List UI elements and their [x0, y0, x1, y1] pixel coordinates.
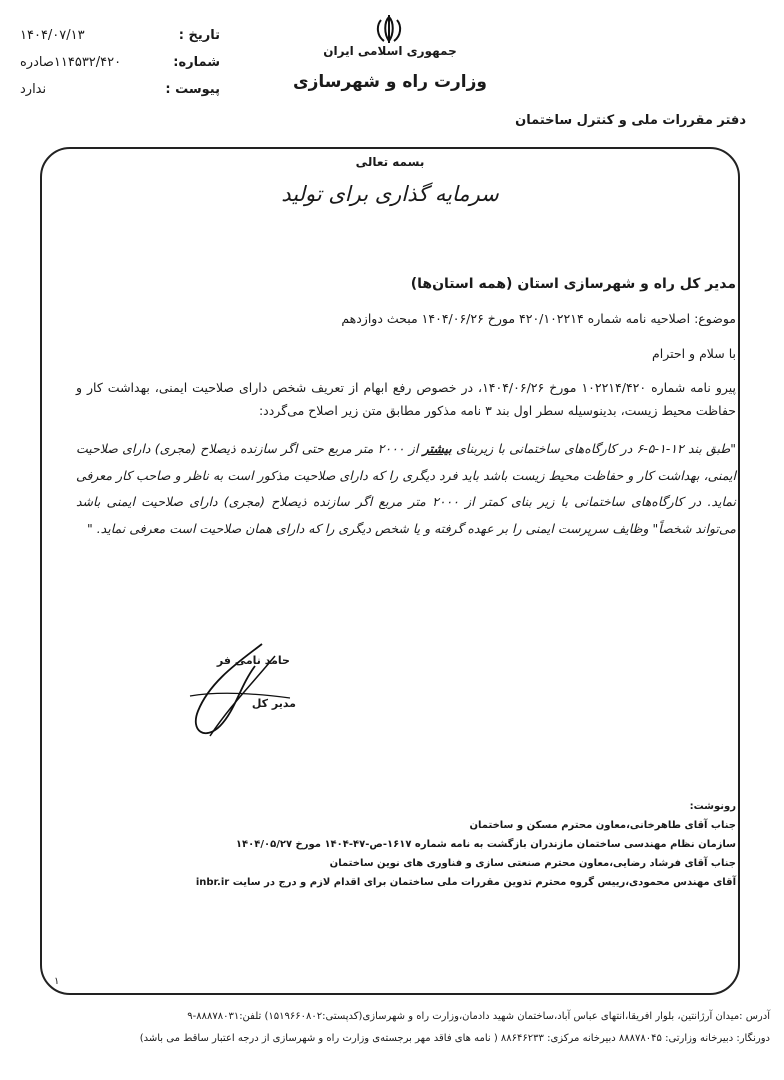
- greeting: با سلام و احترام: [652, 346, 736, 361]
- cc-line: آقای مهندس محمودی،رییس گروه محترم تدوین مقررات ملی ساختمان برای اقدام لازم و درج در سایت inbr.ir: [195, 877, 736, 888]
- footer-fax: دورنگار: دبیرخانه وزارتی: ۸۸۸۷۸۰۴۵ دبیرخانه مرکزی: ۸۸۶۴۶۲۳۳ ( نامه های فاقد مهر برجسته‌ی وزارت راه و شهرسازی از درجه اعتبار ساقط می باشد): [139, 1033, 770, 1044]
- quoted-clause: [76, 436, 736, 542]
- cc-line: جناب آقای طاهرخانی،معاون محترم مسکن و ساختمان: [469, 820, 736, 831]
- cc-line: جناب آقای فرشاد رضایی،معاون محترم صنعتی سازی و فناوری های نوین ساختمان: [329, 858, 736, 869]
- emblem-icon: [372, 14, 406, 48]
- subject-line: موضوع: اصلاحیه نامه شماره ۴۲۰/۱۰۲۲۱۴ مورخ ۱۴۰۴/۰۶/۲۶ مبحث دوازدهم: [341, 311, 736, 326]
- date-label: تاریخ :: [178, 28, 220, 43]
- addressee: مدیر کل راه و شهرسازی استان (همه استان‌ها): [410, 276, 736, 292]
- ministry-title: وزارت راه و شهرسازی: [292, 72, 487, 92]
- attachment-label: پیوست :: [165, 82, 220, 97]
- cc-line: سازمان نظام مهندسی ساختمان مازندران بازگشت به نامه شماره ۱۶۱۷-ص-۴۷-۱۴۰۴ مورخ ۱۴۰۴/۰۵/۲۷: [235, 839, 736, 850]
- quote-emphasis: بیشتر: [422, 441, 452, 456]
- republic-title: جمهوری اسلامی ایران: [323, 44, 457, 58]
- number-label: شماره:: [173, 55, 220, 70]
- cc-list: [76, 797, 736, 892]
- attachment-value: ندارد: [20, 82, 47, 97]
- signatory-name: حامد نامی فر: [216, 654, 290, 667]
- body-paragraph: پیرو نامه شماره ۱۰۲۲۱۴/۴۲۰ مورخ ۱۴۰۴/۰۶/۲۶، در خصوص رفع ابهام از تعریف شخص دارای صلاحیت ایمنی، بهداشت کار و حفاظت محیط زیست، بدینوسیله سطر اول بند ۳ نامه مذکور مطابق متن زیر اصلاح می‌گردد:: [76, 380, 736, 418]
- number-row: [20, 49, 220, 76]
- office-title: دفتر مقررات ملی و کنترل ساختمان: [515, 113, 746, 128]
- signature-icon: [180, 636, 300, 746]
- page-number: ۱: [54, 976, 60, 987]
- attachment-row: [20, 76, 220, 103]
- quote-part-a: "طبق بند ۱۲-۱-۵-۶ در کارگاه‌های ساختمانی با زیربنای: [451, 441, 736, 456]
- number-value: ۱۱۴۵۳۲/۴۲۰صادره: [20, 55, 122, 70]
- signatory-title: مدیر کل: [251, 697, 296, 710]
- date-value: ۱۴۰۴/۰۷/۱۳: [20, 28, 85, 43]
- date-row: [20, 22, 220, 49]
- letter-meta: [20, 22, 220, 103]
- year-slogan: سرمایه گذاری برای تولید: [281, 182, 499, 206]
- footer: [14, 1006, 770, 1050]
- bismillah: بسمه تعالی: [355, 155, 425, 169]
- cc-title: رونوشت:: [689, 801, 736, 812]
- footer-address: آدرس :میدان آرژانتین، بلوار افریقا،انتهای عباس آباد،ساختمان شهید دادمان،وزارت راه و شهرسازی(کدپستی:۱۵۱۹۶۶۰۸۰۲) تلفن:۸۸۸۷۸۰۳۱-۹: [187, 1011, 770, 1022]
- quote-part-b: از ۲۰۰۰ متر مربع حتی اگر سازنده ذیصلاح (مجری) دارای صلاحیت ایمنی، بهداشت کار و حفاظت محیط زیست باشد باید فرد دیگری را که دارای صلاحیت مذکور است به ناظر و صاحب کار معرفی نماید. در کارگاه‌های ساختمانی با زیر بنای کمتر از ۲۰۰۰ متر مربع اگر سازنده ذیصلاح (مجری) دارای صلاحیت ایمنی باشد می‌تواند شخصاً" وظایف سرپرست ایمنی را بر عهده گرفته و یا شخص دیگری را که دارای همان صلاحیت است معرفی نماید. ": [76, 441, 736, 536]
